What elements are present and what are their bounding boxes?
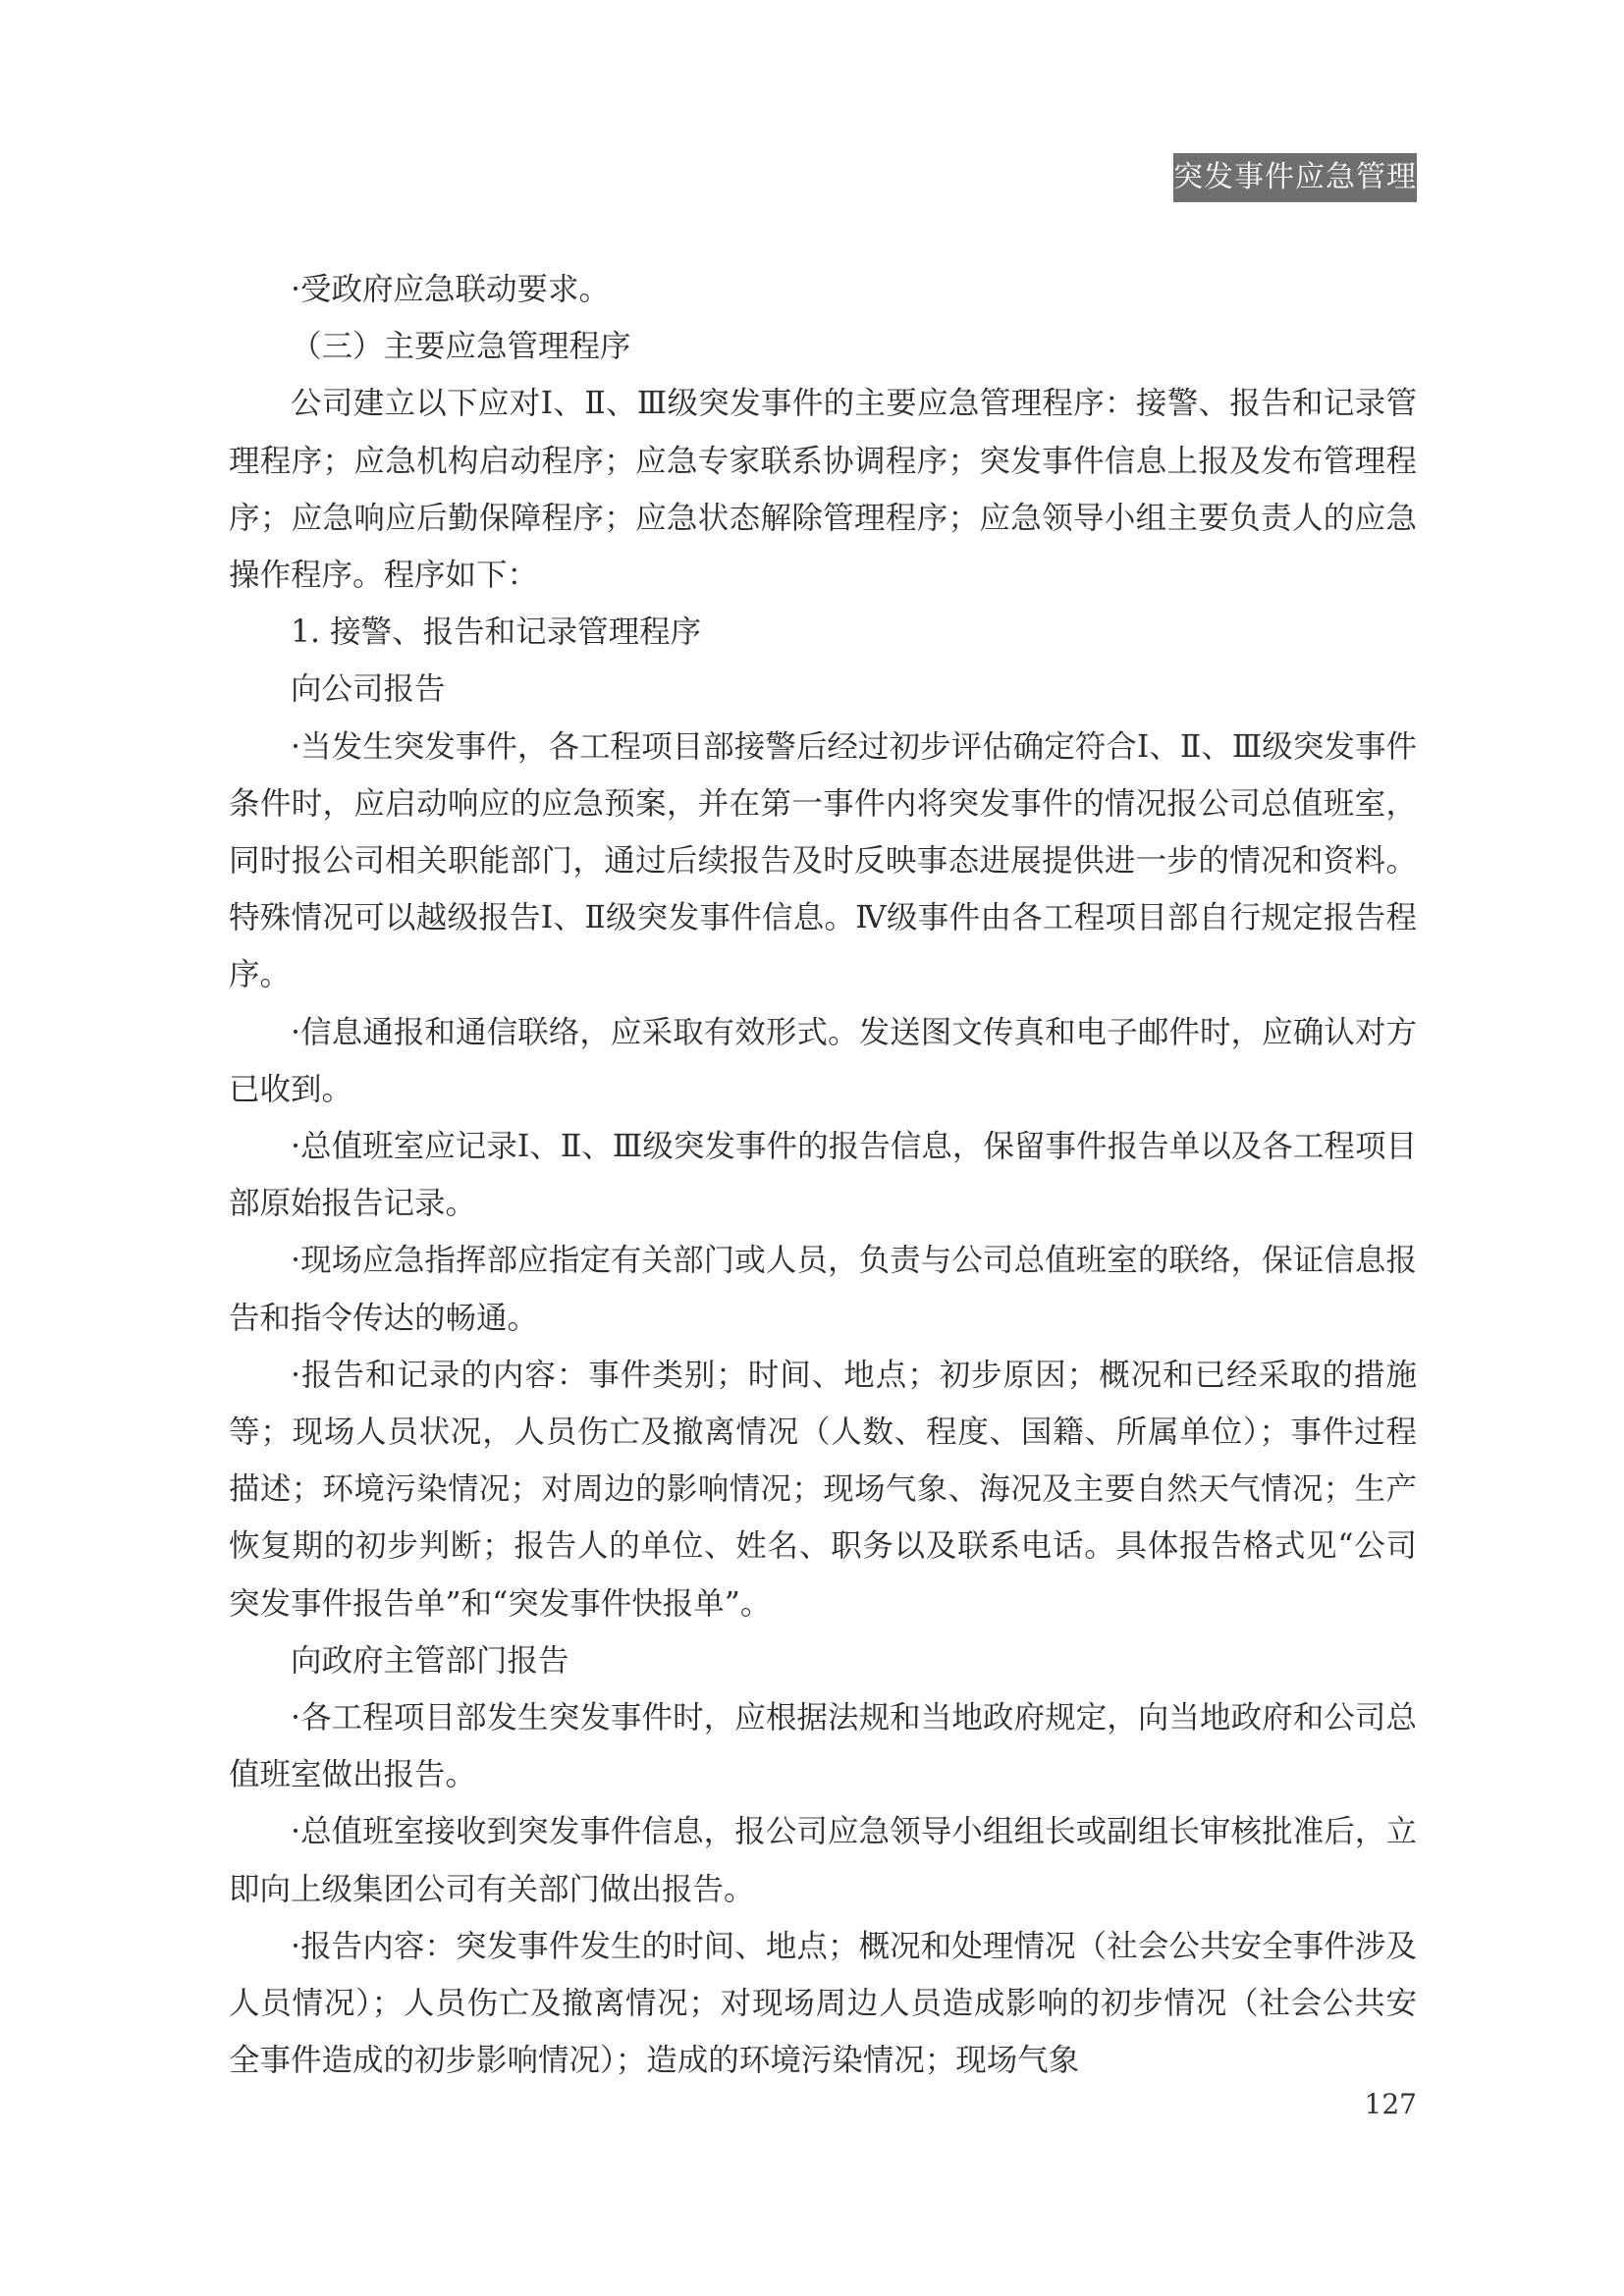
paragraph-duty-office-record: ·总值班室应记录Ⅰ、Ⅱ、Ⅲ级突发事件的报告信息，保留事件报告单以及各工程项目部原始报告记录。 — [229, 1129, 1417, 1222]
section-header-tab: 突发事件应急管理 — [1173, 153, 1417, 202]
paragraph-duty-office-approval: ·总值班室接收到突发事件信息，报公司应急领导小组组长或副组长审核批准后，立即向上级集团公司有关部门做出报告。 — [229, 1814, 1417, 1907]
paragraph-government-report-contents: ·报告内容：突发事件发生的时间、地点；概况和处理情况（社会公共安全事件涉及人员情况）；人员伤亡及撤离情况；对现场周边人员造成影响的初步情况（社会公共安全事件造成的初步影响情况）；造成的环境污染情况；现场气象 — [229, 1928, 1417, 2079]
subheading-report-to-government: 向政府主管部门报告 — [291, 1642, 569, 1679]
subheading-alarm-report-record: 1. 接警、报告和记录管理程序 — [291, 614, 702, 651]
paragraph-gov-linkage: ·受政府应急联动要求。 — [291, 272, 611, 307]
paragraph-incident-report: ·当发生突发事件，各工程项目部接警后经过初步评估确定符合Ⅰ、Ⅱ、Ⅲ级突发事件条件时，应启动响应的应急预案，并在第一事件内将突发事件的情况报公司总值班室，同时报公司相关职能部门，通过后续报告及时反映事态进展提供进一步的情况和资料。特殊情况可以越级报告Ⅰ、Ⅱ级突发事件信息。Ⅳ级事件由各工程项目部自行规定报告程序。 — [229, 728, 1417, 993]
paragraph-project-report-government: ·各工程项目部发生突发事件时，应根据法规和当地政府规定，向当地政府和公司总值班室做出报告。 — [229, 1700, 1417, 1793]
page-number: 127 — [1364, 2088, 1417, 2120]
subheading-main-procedures: （三）主要应急管理程序 — [291, 329, 631, 365]
subheading-report-to-company: 向公司报告 — [291, 671, 446, 708]
paragraph-procedure-overview: 公司建立以下应对Ⅰ、Ⅱ、Ⅲ级突发事件的主要应急管理程序：接警、报告和记录管理程序；应急机构启动程序；应急专家联系协调程序；突发事件信息上报及发布管理程序；应急响应后勤保障程序；应急状态解除管理程序；应急领导小组主要负责人的应急操作程序。程序如下： — [229, 386, 1417, 594]
paragraph-onsite-command: ·现场应急指挥部应指定有关部门或人员，负责与公司总值班室的联络，保证信息报告和指令传达的畅通。 — [229, 1243, 1417, 1336]
paragraph-communication: ·信息通报和通信联络，应采取有效形式。发送图文传真和电子邮件时，应确认对方已收到。 — [229, 1014, 1417, 1107]
paragraph-report-contents: ·报告和记录的内容：事件类别；时间、地点；初步原因；概况和已经采取的措施等；现场人员状况，人员伤亡及撤离情况（人数、程度、国籍、所属单位）；事件过程描述；环境污染情况；对周边的影响情况；现场气象、海况及主要自然天气情况；生产恢复期的初步判断；报告人的单位、姓名、职务以及联系电话。具体报告格式见“公司突发事件报告单”和“突发事件快报单”。 — [229, 1357, 1417, 1622]
body-text — [229, 261, 1417, 2090]
